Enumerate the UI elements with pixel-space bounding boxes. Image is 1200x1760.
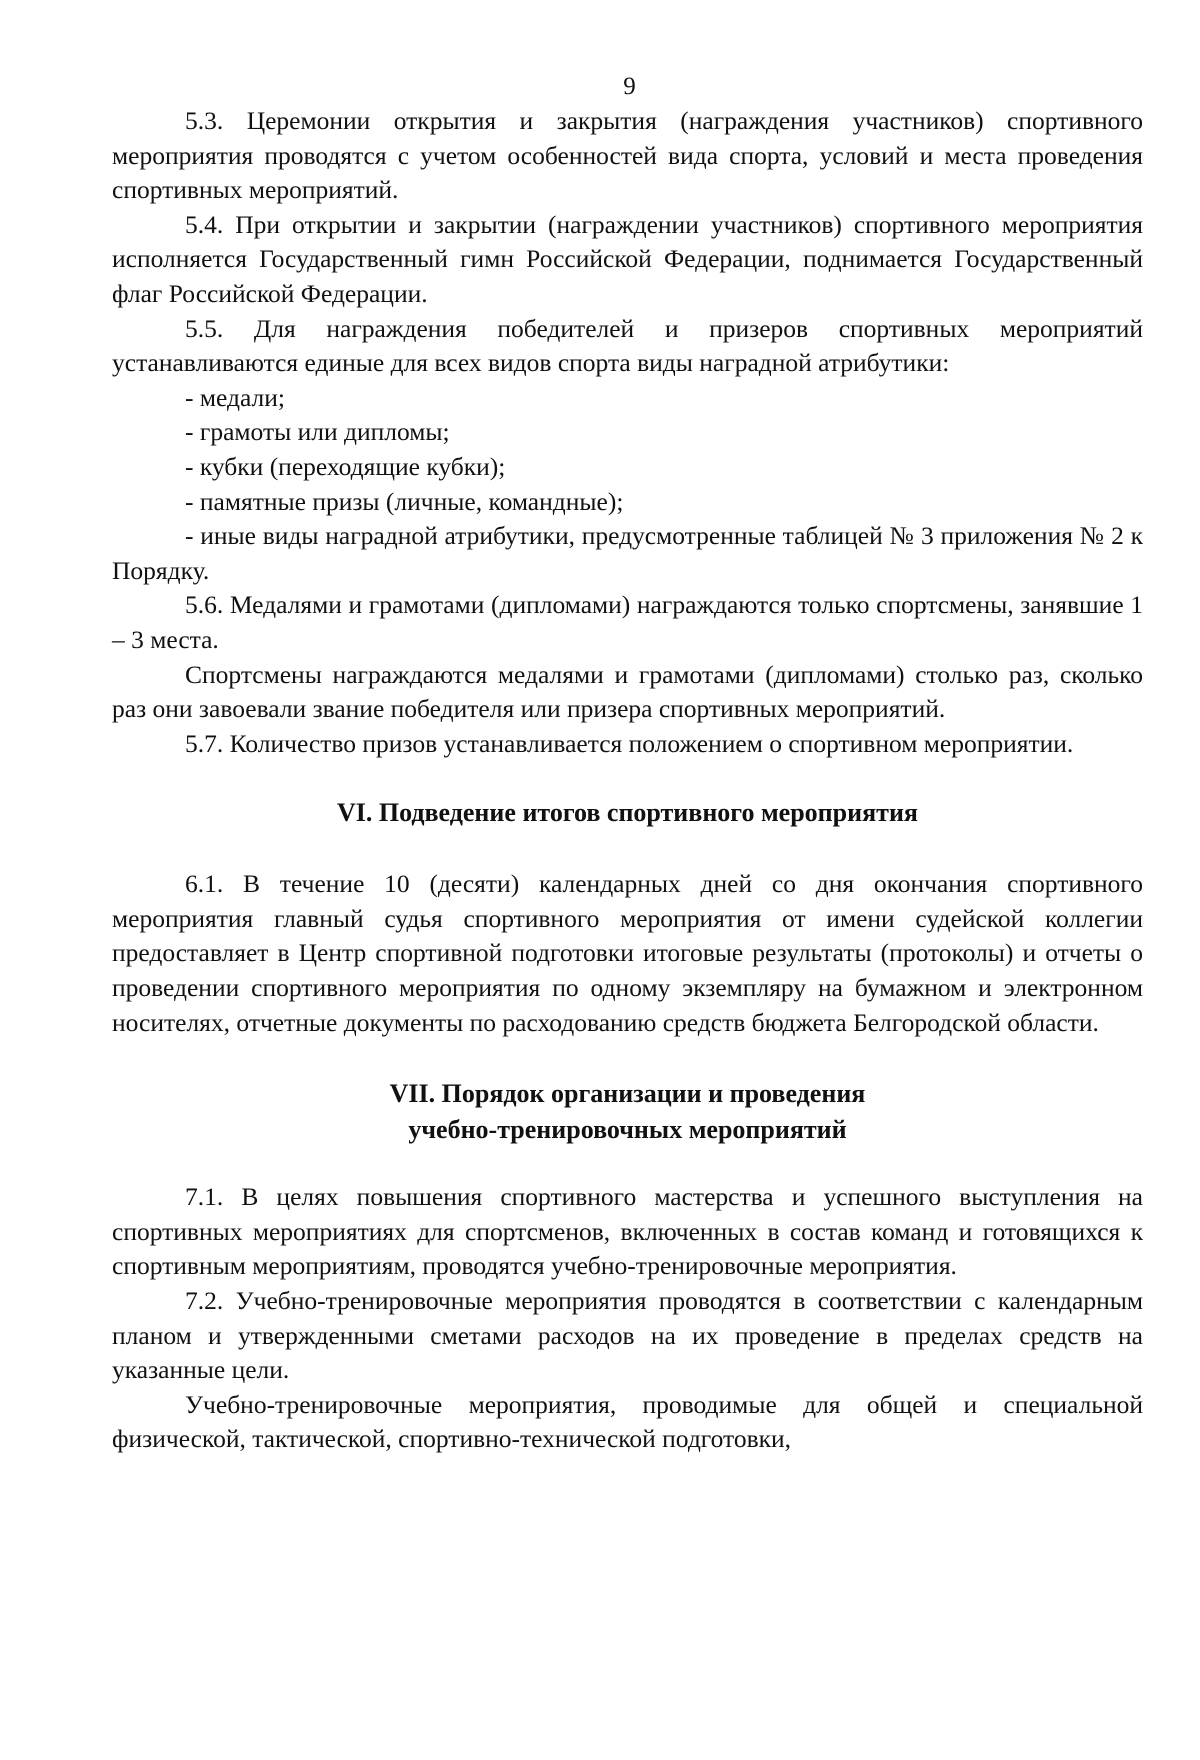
award-list-item-other: - иные виды наградной атрибутики, предусмотренные таблицей № 3 приложения № 2 к Порядку. (112, 521, 1143, 585)
award-list-item-medals: - медали; (185, 382, 285, 412)
award-list-item-prizes: - памятные призы (личные, командные); (185, 486, 624, 516)
paragraph-5-7: 5.7. Количество призов устанавливается положением о спортивном мероприятии. (185, 728, 1074, 758)
page-number: 9 (623, 73, 636, 100)
section-heading-6: VI. Подведение итогов спортивного мероприятия (336, 798, 918, 828)
paragraph-7-2-cont: Учебно-тренировочные мероприятия, проводимые для общей и специальной физической, тактической, спортивно-технической подготовки, (112, 1389, 1143, 1454)
paragraph-5-5: 5.5. Для награждения победителей и призеров спортивных мероприятий устанавливаются единые для всех видов спорта виды наградной атрибутики: (112, 313, 1143, 378)
award-list-item-cups: - кубки (переходящие кубки); (185, 451, 506, 481)
section-heading-7-line1: VII. Порядок организации и проведения (389, 1079, 866, 1109)
paragraph-5-3: 5.3. Церемонии открытия и закрытия (награждения участников) спортивного мероприятия проводятся с учетом особенностей вида спорта, условий и места проведения спортивных мероприятий. (112, 106, 1143, 205)
section-heading-7-line2: учебно-тренировочных мероприятий (408, 1115, 847, 1145)
paragraph-7-2: 7.2. Учебно-тренировочные мероприятия проводятся в соответствии с календарным планом и утвержденными сметами расходов на их проведение в пределах средств на указанные цели. (112, 1286, 1143, 1385)
award-list-item-certificates: - грамоты или дипломы; (185, 417, 450, 447)
paragraph-7-1: 7.1. В целях повышения спортивного мастерства и успешного выступления на спортивных мероприятиях для спортсменов, включенных в состав команд и готовящихся к спортивным мероприятиям, проводятся учебно-тренировочные мероприятия. (112, 1182, 1143, 1281)
document-page (112, 70, 1143, 1457)
paragraph-5-6-cont: Спортсмены награждаются медалями и грамотами (дипломами) столько раз, сколько раз они завоевали звание победителя или призера спортивных мероприятий. (112, 659, 1143, 724)
paragraph-6-1: 6.1. В течение 10 (десяти) календарных дней со дня окончания спортивного мероприятия главный судья спортивного мероприятия от имени судейской коллегии предоставляет в Центр спортивной подготовки итоговые результаты (протоколы) и отчеты о проведении спортивного мероприятия по одному экземпляру на бумажном и электронном носителях, отчетные документы по расходованию средств бюджета Белгородской области. (112, 869, 1143, 1037)
paragraph-5-6: 5.6. Медалями и грамотами (дипломами) награждаются только спортсмены, занявшие 1 – 3 места. (112, 590, 1143, 654)
paragraph-5-4: 5.4. При открытии и закрытии (награждении участников) спортивного мероприятия исполняется Государственный гимн Российской Федерации, поднимается Государственный флаг Российской Федерации. (112, 209, 1143, 308)
